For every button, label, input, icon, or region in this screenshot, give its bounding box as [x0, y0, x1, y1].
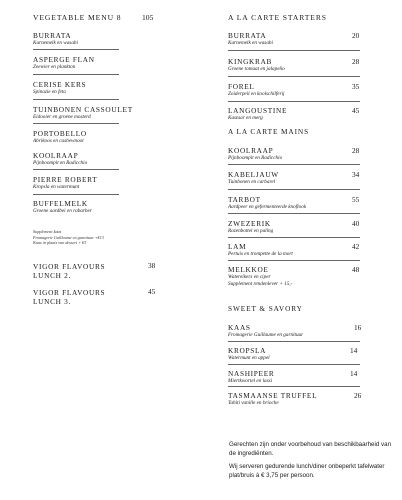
- menu-item-name: TUINBONEN CASSOULET: [33, 105, 133, 114]
- menu-item: [228, 370, 274, 385]
- menu-item-description: Tahiti vanille en brioche: [228, 400, 279, 407]
- divider: [228, 364, 360, 365]
- lunch-title-line1: VIGOR FLAVOURS: [33, 288, 106, 297]
- menu-item-description: Fromagerie Guillaume en garnituur: [228, 332, 304, 339]
- menu-item: [33, 106, 133, 121]
- menu-item-name: NASHIPEER: [228, 369, 275, 378]
- menu-item-name: KROPSLA: [228, 346, 267, 355]
- divider: [228, 260, 360, 261]
- menu-item-name: BUFFELMELK: [33, 199, 88, 208]
- menu-item-price: 28: [352, 146, 360, 155]
- menu-item-description: Zeewier en plankton: [33, 64, 76, 71]
- menu-item-price: 55: [352, 195, 360, 204]
- menu-item-description: Spinazie en feta: [33, 89, 66, 96]
- menu-item-price: 34: [352, 170, 360, 179]
- menu-item-description: Eidooier en groene mosterd: [33, 114, 91, 121]
- menu-item: [228, 32, 273, 47]
- menu-item-supplement: Supplement rendenlever + 15,-: [228, 280, 293, 287]
- menu-item-description: Groene aardbei en rabarber: [33, 208, 92, 215]
- menu-item-description: Karnemelk en wasabi: [228, 40, 273, 47]
- lunch-title-line2: LUNCH 2.: [33, 271, 72, 280]
- divider: [33, 169, 119, 170]
- menu-item: [228, 324, 303, 339]
- menu-item: [228, 347, 270, 362]
- divider: [228, 189, 360, 190]
- menu-item: [33, 152, 87, 167]
- menu-item-name: CERISE KERS: [33, 80, 87, 89]
- menu-item: [228, 83, 284, 98]
- menu-item-price: 45: [352, 106, 360, 115]
- menu-item: [228, 107, 287, 122]
- menu-item-price: 14: [350, 346, 358, 355]
- menu-item-name: PIERRE ROBERT: [33, 175, 98, 184]
- divider: [228, 101, 360, 102]
- menu-item: [228, 196, 306, 211]
- supplement-line: Supplement kaas: [33, 229, 62, 234]
- menu-item-price: 35: [352, 82, 360, 91]
- menu-item-name: KOOLRAAP: [228, 146, 274, 155]
- menu-item-price: 42: [352, 242, 360, 251]
- divider: [228, 76, 360, 77]
- lunch-price: 45: [148, 287, 156, 296]
- menu-item-price: 14: [350, 369, 358, 378]
- menu-item-description: Kastaar en merg: [228, 115, 263, 122]
- menu-item: [33, 32, 78, 47]
- divider: [228, 50, 360, 51]
- menu-item: [228, 220, 273, 235]
- divider: [33, 123, 119, 124]
- cheese-supplement-note: [33, 229, 104, 246]
- divider: [228, 341, 360, 342]
- menu-item-description: Pijnboompit en Radicchio: [33, 160, 88, 167]
- menu-item: [33, 56, 95, 71]
- supplement-line: Kaas in plaats van dessert + €3: [33, 240, 87, 246]
- menu-item-price: 48: [352, 265, 360, 274]
- menu-item: [33, 200, 92, 215]
- menu-item: [228, 58, 285, 73]
- menu-item: [33, 130, 87, 145]
- menu-item-price: 40: [352, 219, 360, 228]
- menu-item-name: PORTOBELLO: [33, 129, 87, 138]
- menu-item-price: 20: [352, 31, 360, 40]
- menu-item-name: MELKKOE: [228, 265, 269, 274]
- menu-item-price: 16: [354, 323, 362, 332]
- menu-item-description: Watereikers en ciper: [228, 274, 271, 281]
- lunch-offer: [33, 262, 105, 280]
- lunch-offer: [33, 288, 105, 306]
- mains-title: A LA CARTE MAINS: [228, 127, 310, 136]
- menu-item: [228, 147, 282, 162]
- footer-notes: [229, 441, 399, 480]
- menu-item-description: Kropsla en watermunt: [33, 184, 80, 191]
- divider: [228, 386, 360, 387]
- menu-item-name: KINGKRAB: [228, 57, 273, 66]
- menu-item-name: KAAS: [228, 323, 251, 332]
- vegetable-menu-title: VEGETABLE MENU 8: [33, 13, 122, 22]
- menu-item-description: Watermunt en appel: [228, 355, 270, 362]
- menu-item: [33, 81, 86, 96]
- menu-item-name: TARBOT: [228, 195, 261, 204]
- divider: [33, 74, 119, 75]
- menu-item-description: Tuinbonen en carbarel: [228, 179, 276, 186]
- lunch-title-line1: VIGOR FLAVOURS: [33, 262, 106, 271]
- menu-item: [228, 266, 292, 287]
- menu-item-name: FOREL: [228, 82, 255, 91]
- menu-item-name: BURRATA: [228, 31, 267, 40]
- menu-item-price: 26: [354, 391, 362, 400]
- divider: [33, 49, 119, 50]
- divider: [228, 164, 360, 165]
- lunch-price: 38: [148, 261, 156, 270]
- menu-item-name: TASMAANSE TRUFFEL: [228, 391, 318, 400]
- menu-item-name: ASPERGE FLAN: [33, 55, 95, 64]
- divider: [228, 237, 360, 238]
- menu-item: [228, 392, 317, 407]
- menu-item-description: Groene tomaat en jalapeño: [228, 66, 285, 73]
- menu-item-price: 28: [352, 57, 360, 66]
- vegetable-menu-price: 105: [142, 13, 154, 22]
- menu-item-name: KABELJAUW: [228, 170, 279, 179]
- menu-item: [228, 243, 293, 258]
- starters-title: A LA CARTE STARTERS: [228, 13, 327, 22]
- water-note: Wij serveren gedurende lunch/diner onbeperkt tafelwater plat/bruis à € 3,75 per persoon.: [229, 463, 385, 479]
- menu-item-name: ZWEZERIK: [228, 219, 271, 228]
- menu-item-name: LANGOUSTINE: [228, 106, 288, 115]
- sweet-savory-title: SWEET & SAVORY: [228, 304, 303, 313]
- menu-item-description: Zoiderpeil en koolschilferij: [228, 91, 285, 98]
- menu-item-description: Rozenbottel en paling: [228, 228, 274, 235]
- menu-item-description: Karnemelk en wasabi: [33, 40, 78, 47]
- menu-item-description: Pijnboompit en Radicchio: [228, 155, 283, 162]
- divider: [228, 213, 360, 214]
- divider: [33, 99, 119, 100]
- divider: [33, 194, 119, 195]
- menu-item-description: Miertkwortel en lassi: [228, 378, 273, 385]
- menu-item-description: Pertuis en trompette de la mort: [228, 251, 293, 258]
- menu-item-name: KOOLRAAP: [33, 151, 79, 160]
- menu-item-name: BURRATA: [33, 31, 72, 40]
- menu-item-name: LAM: [228, 242, 247, 251]
- lunch-title-line2: LUNCH 3.: [33, 297, 72, 306]
- availability-note: Gerechten zijn onder voorbehoud van beschikbaarheid van de ingrediënten.: [229, 441, 392, 457]
- supplement-line: Fromagerie Guillaume en garnituur +€13: [33, 234, 104, 240]
- menu-item-description: Abrikoos en cashewnoot: [33, 138, 84, 145]
- menu-item: [228, 171, 279, 186]
- menu-item: [33, 176, 97, 191]
- menu-item-description: Aardpeer en gefermenteerde knoflook: [228, 204, 307, 211]
